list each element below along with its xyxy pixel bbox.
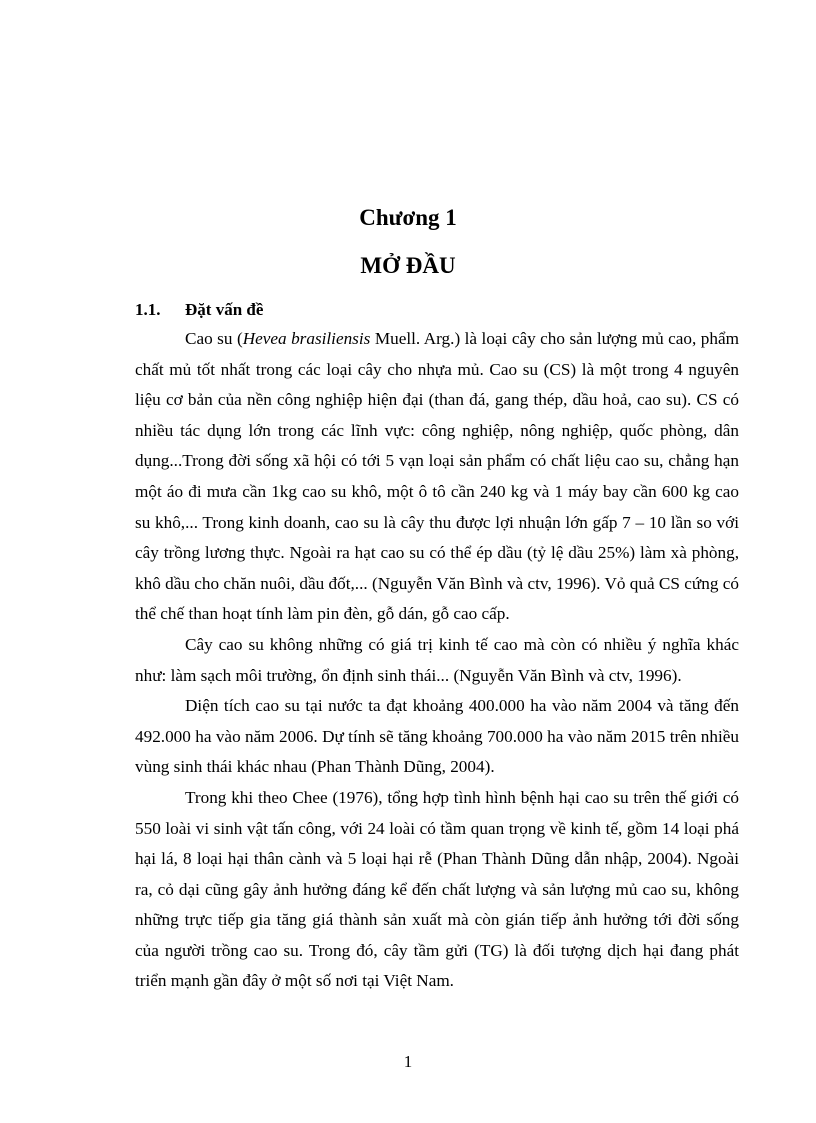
chapter-title: MỞ ĐẦU bbox=[360, 253, 456, 278]
paragraph-1-lead: Cao su ( bbox=[185, 329, 243, 348]
section-heading bbox=[135, 300, 263, 320]
paragraph-2: Cây cao su không những có giá trị kinh tế cao mà còn có nhiều ý nghĩa khác như: làm sạch môi trường, ổn định sinh thái... (Nguyễn Văn Bình và ctv, 1996). bbox=[135, 634, 739, 685]
paragraph-1 bbox=[135, 324, 739, 630]
section-number: 1.1. bbox=[135, 300, 161, 319]
body-text bbox=[135, 324, 739, 997]
paragraph-3: Diện tích cao su tại nước ta đạt khoảng 400.000 ha vào năm 2004 và tăng đến 492.000 ha vào năm 2006. Dự tính sẽ tăng khoảng 700.000 ha vào năm 2015 trên nhiều vùng sinh thái khác nhau (Phan Thành Dũng, 2004). bbox=[135, 696, 739, 777]
paragraph-1-body: Muell. Arg.) là loại cây cho sản lượng mủ cao, phẩm chất mủ tốt nhất trong các loại cây cho nhựa mủ. Cao su (CS) là một trong 4 nguyên liệu cơ bản của nền công nghiệp hiện đại (than đá, gang thép, dầu hoả, cao su). CS có nhiều tác dụng lớn trong các lĩnh vực: công nghiệp, nông nghiệp, quốc phòng, dân dụng...Trong đời sống xã hội có tới 5 vạn loại sản phẩm có chất liệu cao su, chẳng hạn một áo đi mưa cần 1kg cao su khô, một ô tô cần 240 kg và 1 máy bay cần 600 kg cao su khô,... Trong kinh doanh, cao su là cây thu được lợi nhuận lớn gấp 7 – 10 lần so với cây trồng lương thực. Ngoài ra hạt cao su có thể ép dầu (tỷ lệ dầu 25%) làm xà phòng, khô dầu cho chăn nuôi, dầu đốt,... (Nguyễn Văn Bình và ctv, 1996). Vỏ quả CS cứng có thể chế than hoạt tính làm pin đèn, gỗ dán, gỗ cao cấp. bbox=[135, 329, 739, 624]
chapter-label: Chương 1 bbox=[359, 205, 457, 230]
paragraph-4: Trong khi theo Chee (1976), tổng hợp tình hình bệnh hại cao su trên thế giới có 550 loài vi sinh vật tấn công, với 24 loài có tầm quan trọng về kinh tế, gồm 14 loại phá hại lá, 8 loại hại thân cành và 5 loại hại rễ (Phan Thành Dũng dẫn nhập, 2004). Ngoài ra, cỏ dại cũng gây ảnh hưởng đáng kể đến chất lượng và sản lượng mủ cao su, không những trực tiếp gia tăng giá thành sản xuất mà còn gián tiếp ảnh hưởng tới đời sống của người trồng cao su. Trong đó, cây tầm gửi (TG) là đối tượng dịch hại đang phát triển mạnh gần đây ở một số nơi tại Việt Nam. bbox=[135, 787, 739, 991]
scientific-name: Hevea brasiliensis bbox=[242, 329, 371, 348]
page-number: 1 bbox=[403, 1052, 413, 1071]
section-title: Đặt vấn đề bbox=[185, 300, 264, 319]
